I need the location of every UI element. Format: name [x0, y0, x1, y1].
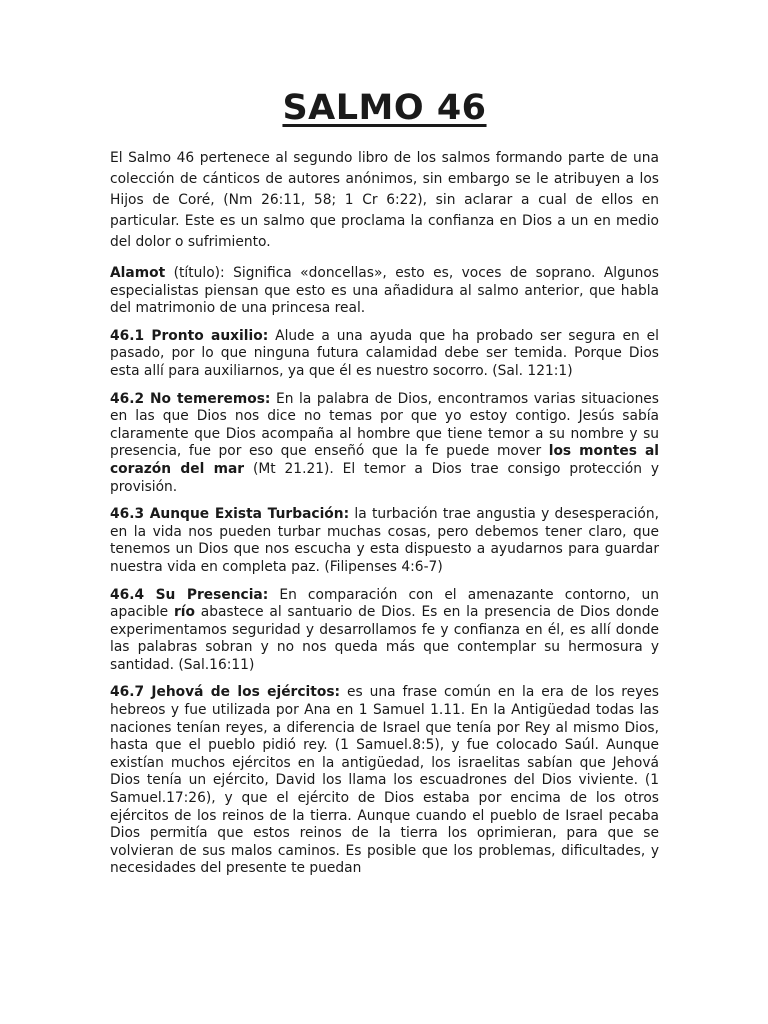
- section-lead: 46.2 No temeremos:: [110, 390, 271, 407]
- section-text-after: abastece al santuario de Dios. Es en la presencia de Dios donde experimentamos seguridad y desarrollamos fe y confianza en él, es allí donde las palabras sobran y no nos queda más que contemplar su hermosura y santidad. (Sal.16:11): [110, 604, 659, 673]
- section-lead: 46.4 Su Presencia:: [110, 586, 269, 603]
- section-emphasis: río: [173, 604, 195, 621]
- section-lead: Alamot: [110, 265, 166, 281]
- section-text: es una frase común en la era de los reyes hebreos y fue utilizada por Ana en 1 Samuel 1.11. En la Antigüedad todas las naciones tenían reyes, a diferencia de Israel que tenía por Rey al mismo Dios, hasta que el pueblo pidió rey. (1 Samuel.8:5), y fue colocado Saúl. Aunque existían muchos ejércitos en la antigüedad, los israelitas sabían que Jehová Dios tenía un ejército, David los llama los escuadrones del Dios viviente. (1 Samuel.17:26), y que el ejército de Dios estaba por encima de los otros ejércitos de los reinos de la tierra. Aunque cuando el pueblo de Israel pecaba Dios permitía que estos reinos de la tierra los oprimieran, para que se volvieran de sus malos caminos. Es posible que los problemas, dificultades, y necesidades del presente te puedan: [110, 684, 659, 877]
- section-lead: 46.7 Jehová de los ejércitos:: [110, 684, 341, 701]
- section-lead: 46.1 Pronto auxilio:: [110, 327, 269, 344]
- document-page: [110, 88, 659, 888]
- section-emphasis: los montes al corazón del mar: [110, 443, 659, 477]
- section-text: Alude a una ayuda que ha probado ser segura en el pasado, por lo que ninguna futura calamidad debe ser temida. Porque Dios esta allí para auxiliarnos, ya que él es nuestro socorro. (Sal. 121:1): [110, 327, 659, 379]
- section-46-2: [110, 391, 659, 497]
- section-text: la turbación trae angustia y desesperación, en la vida nos pueden turbar muchas cosas, pero debemos tener claro, que tenemos un Dios que nos escucha y esta dispuesto a ayudarnos para guardar nuestra vida en completa paz. (Filipenses 4:6-7): [110, 506, 659, 575]
- section-alamot: [110, 265, 659, 318]
- section-46-1: [110, 328, 659, 381]
- section-lead: 46.3 Aunque Exista Turbación:: [110, 506, 350, 523]
- page-title: SALMO 46: [282, 88, 487, 128]
- section-46-3: [110, 506, 659, 576]
- section-text: En comparación con el amenazante contorno, un apacible: [110, 586, 659, 621]
- section-text: (título): Significa «doncellas», esto es, voces de soprano. Algunos especialistas piensan que esto es una añadidura al salmo anterior, que habla del matrimonio de una princesa real.: [110, 265, 659, 317]
- section-text-after: (Mt 21.21). El temor a Dios trae consigo protección y provisión.: [110, 460, 659, 495]
- section-46-7: [110, 684, 659, 878]
- section-text: En la palabra de Dios, encontramos varias situaciones en las que Dios nos dice no temas por que yo estoy contigo. Jesús sabía claramente que Dios acompaña al hombre que tiene temor a su nombre y su presencia, fue por eso que enseñó que la fe puede mover: [110, 390, 659, 460]
- intro-paragraph: El Salmo 46 pertenece al segundo libro de los salmos formando parte de una colección de cánticos de autores anónimos, sin embargo se le atribuyen a los Hijos de Coré, (Nm 26:11, 58; 1 Cr 6:22), sin aclarar a cual de ellos en particular. Este es un salmo que proclama la confianza en Dios a un en medio del dolor o sufrimiento.: [110, 150, 659, 250]
- section-46-4: [110, 587, 659, 675]
